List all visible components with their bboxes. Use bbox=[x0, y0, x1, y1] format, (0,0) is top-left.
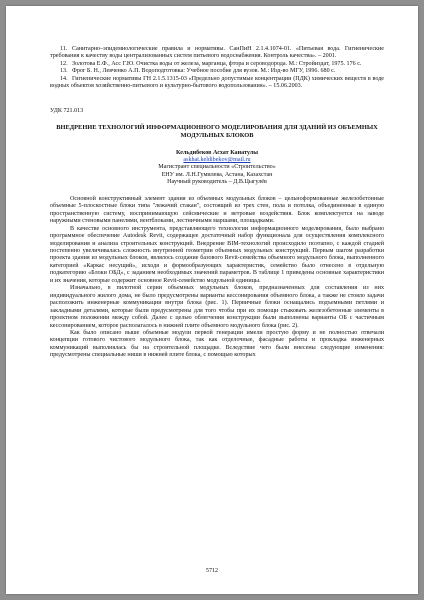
reference-item bbox=[50, 46, 384, 61]
udc-code: УДК 721.013 bbox=[50, 107, 84, 114]
author-university: ЕНУ им. Л.Н.Гумилева, Астана, Казахстан bbox=[161, 171, 273, 178]
body-paragraph: Изначально, в пилотной серии объемных модульных блоков, предназначенных для составления из них индивидуального жилого дома, не было предусмотрены варианты кессонирования объемного блока, а также не стояло задачи расположить инженерные коммуникации внутри блока (рис. 1). Первичные блоки оснащались подъемными петлями и закладными деталями, которые были предусмотрены для того чтобы при их помощи стыковать железобетонные элементы в проектном положении между собой. Далее с целью облегчения конструкции были выполнены варианты ОБ с частичным кессонированием, которое располагалось в нижней плите объемного модульного блока (рис. 2). bbox=[50, 285, 384, 329]
reference-text: Фрог Б. Н., Левченко А.П. Водоподготовка: Учебное пособие для вузов. М.: Изд-во МГУ, 1996. 680 с. bbox=[72, 68, 336, 75]
reference-item bbox=[50, 76, 384, 91]
author-block bbox=[50, 150, 384, 187]
reference-number: 11. bbox=[60, 46, 68, 52]
reference-item bbox=[50, 68, 384, 75]
author-name: Кельдибеков Асхат Канатулы bbox=[176, 149, 258, 156]
article-body bbox=[50, 196, 384, 360]
page-number: 5712 bbox=[205, 568, 219, 574]
reference-text: Гигиенические нормативы ГН 2.1.5.1315-03 «Предельно допустимые концентрации (ПДК) химических веществ в воде водных объектов хозяйственно-питьевого и культурно-бытового водопользования». – 15.06.2003. bbox=[50, 75, 384, 90]
reference-list bbox=[50, 46, 384, 91]
body-paragraph: В качестве основного инструмента, представляющего технологии информационного моделирования, было выбрано программное обеспечение Autodesk Revit, содержащее достаточный набор функционала для осуществления комплексного моделирования и анализа строительных конструкций. Внедрение BIM-технологий происходило поэтапно, с каждой стадией постепенно увеличивалась сложность внутренней геометрии объемных модульных конструкций. Первым шагом разработки проекта здания из модульных блоков, являлось создание базового Revit-семейства объемного модульного блока, выполненного категорией «Каркас несущий», исходя и формообразующих характеристик, семейство было отнесено в отдельную подкатегорию «Блоки ОБД», с заданием необходимых значений параметров. В таблице 1 приведены основные характеристики и их значения, которые содержит основное Revit-семейство модульной единицы. bbox=[50, 225, 384, 284]
author-email-link[interactable]: askhat.keldibekov@mail.ru bbox=[183, 157, 251, 164]
reference-text: Санитарно–эпидемиологические правила и нормативы. СанПиН 2.1.4.1074-01. «Питьевая вода. Гигиенические требования к качеству воды централизованных систем питьевого водоснабжения. Контроль качества». – 2001. bbox=[50, 46, 384, 60]
author-affiliation: Магистрант специальности «Строительство» bbox=[158, 164, 276, 171]
article-title: ВНЕДРЕНИЕ ТЕХНОЛОГИЙ ИНФОРМАЦИОННОГО МОДЕЛИРОВАНИЯ ДЛЯ ЗДАНИЙ ИЗ ОБЪЕМНЫХ МОДУЛЬНЫХ БЛОКОВ bbox=[56, 124, 378, 139]
text-column bbox=[50, 46, 384, 360]
reference-text: Золотова Е.Ф., Асс Г.Ю. Очистка воды от железа, марганца, фтора и сероводорода. М.: Стройиздат, 1975. 176 с. bbox=[72, 60, 362, 67]
reference-number: 14. bbox=[60, 75, 68, 82]
document-page bbox=[6, 6, 418, 594]
author-supervisor: Научный руководитель – Д.В.Цыгулёв bbox=[167, 179, 267, 186]
body-paragraph: Как было описано выше объемные модули первой генерации имели простую форму и не полностью отвечали концепции готового чистового модульного блока, так как отделочные, фасадные работы и прокладка инженерных коммуникаций выполнялась бы на строительной площадке. Вследствие чего были внесены следующие изменения: предусмотрены специальные ниши в нижней плите блока, с помощью которых bbox=[50, 330, 384, 359]
body-paragraph: Основной конструктивный элемент здания из объемных модульных блоков – цельноформованные железобетонные объемные 5-плоскостные блоки типа "лежачий стакан", состоящий из трех стен, пола и потолка, объединенные в единую пространственную систему, воспринимающую сейсмические и ветровые воздействия. Блок комплектуется на заводе наружными стеновыми панелями, вентблоками, лестничными маршами, площадками. bbox=[50, 195, 384, 225]
reference-number: 12. bbox=[60, 60, 68, 67]
reference-number: 13. bbox=[60, 68, 68, 75]
